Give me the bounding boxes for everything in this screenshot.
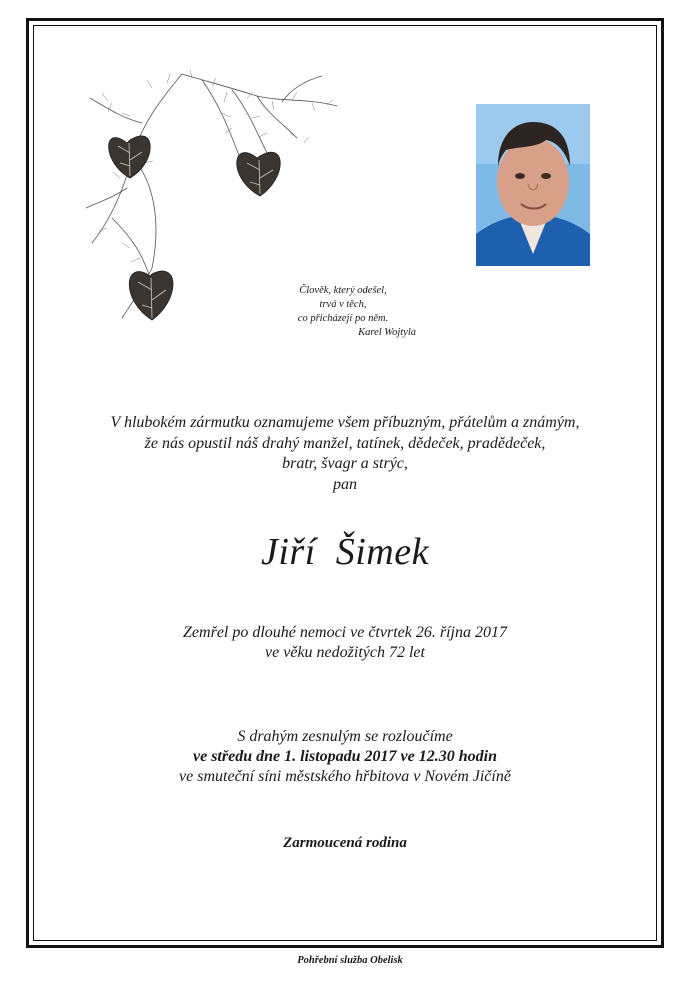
quote-author: Karel Wojtyla (358, 327, 416, 338)
farewell-place: ve smuteční síni městského hřbitova v Novém Jičíně (179, 768, 511, 785)
announcement-line: V hlubokém zármutku oznamujeme všem příbuzným, přátelům a známým, (110, 414, 580, 431)
farewell-date: ve středu dne 1. listopadu 2017 ve 12.30 hodin (192, 748, 497, 765)
death-info-line: Zemřel po dlouhé nemoci ve čtvrtek 26. října 2017 (183, 624, 507, 641)
quote-line: Člověk, který odešel, (299, 285, 387, 296)
quote-line: trvá v těch, (319, 299, 367, 310)
portrait-photo (476, 104, 590, 266)
announcement-text (33, 413, 657, 495)
funeral-service-footer: Pohřební služba Obelisk (297, 955, 403, 966)
death-info-line: ve věku nedožitých 72 let (265, 644, 425, 661)
deceased-name: Jiří Šimek (260, 531, 429, 573)
farewell-line: S drahým zesnulým se rozloučíme (237, 728, 453, 745)
quote-line: co přicházejí po něm. (297, 313, 389, 324)
quote-block (268, 284, 418, 340)
farewell-info (33, 727, 657, 787)
announcement-line: že nás opustil náš drahý manžel, tatínek, dědeček, pradědeček, (144, 434, 546, 452)
announcement-line: bratr, švagr a strýc, (282, 455, 408, 472)
announcement-line: pan (333, 475, 357, 493)
signature: Zarmoucená rodina (283, 835, 407, 851)
death-info (33, 623, 657, 663)
leaf-icon (109, 136, 151, 178)
